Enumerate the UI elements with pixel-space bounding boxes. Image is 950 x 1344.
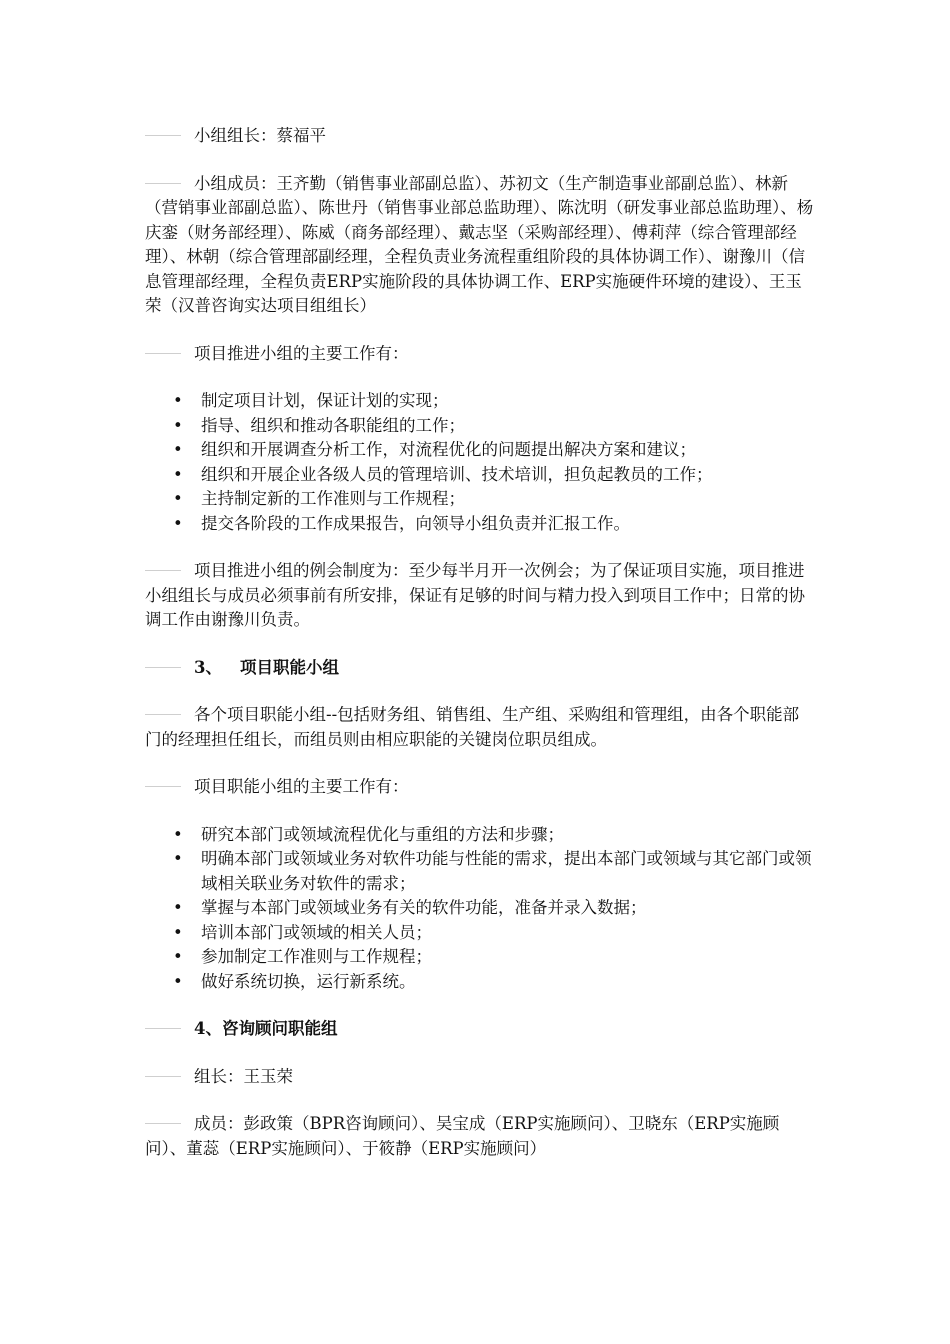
section-title: 项目职能小组 xyxy=(239,657,339,677)
list-item: • 提交各阶段的工作成果报告，向领导小组负责并汇报工作。 xyxy=(145,512,815,537)
consult-members-text: 成员：彭政策（BPR咨询顾问）、吴宝成（ERP实施顾问）、卫晓东（ERP实施顾问）、董蕊（ERP实施顾问）、于筱静（ERP实施顾问） xyxy=(145,1114,780,1158)
functional-paragraph xyxy=(145,703,815,752)
leader-text: 小组组长：蔡福平 xyxy=(194,126,326,145)
list-item: • 制定项目计划，保证计划的实现； xyxy=(145,389,815,414)
list-item: • 掌握与本部门或领域业务有关的软件功能，准备并录入数据； xyxy=(145,896,815,921)
meeting-paragraph xyxy=(145,559,815,633)
leader-paragraph xyxy=(145,124,815,149)
members-text: 小组成员：王齐勤（销售事业部副总监）、苏初文（生产制造事业部副总监）、林新（营销事业部副总监）、陈世丹（销售事业部总监助理）、陈沈明（研发事业部总监助理）、杨庆銮（财务部经理）、陈威（商务部经理）、戴志坚（采购部经理）、傅莉萍（综合管理部经理）、林朝（综合管理部副经理，全程负责业务流程重组阶段的具体协调工作）、谢豫川（信息管理部经理，全程负责ERP实施阶段的具体协调工作、ERP实施硬件环境的建设）、王玉荣（汉普咨询实达项目组组长） xyxy=(145,173,814,315)
meeting-text: 项目推进小组的例会制度为：至少每半月开一次例会；为了保证项目实施，项目推进小组组长与成员必须事前有所安排，保证有足够的时间与精力投入到项目工作中；日常的协调工作由谢豫川负责。 xyxy=(145,561,805,629)
list-item: • 参加制定工作准则与工作规程； xyxy=(145,945,815,970)
promotion-work-list xyxy=(145,389,815,536)
functional-work-intro xyxy=(145,775,815,800)
functional-work-intro-text: 项目职能小组的主要工作有： xyxy=(194,777,409,796)
leader-line xyxy=(145,714,181,715)
section-title: 4、咨询顾问职能组 xyxy=(194,1019,338,1038)
members-paragraph xyxy=(145,172,815,319)
leader-line xyxy=(145,183,181,184)
main-work-intro xyxy=(145,342,815,367)
functional-text: 各个项目职能小组--包括财务组、销售组、生产组、采购组和管理组，由各个职能部门的经理担任组长，而组员则由相应职能的关键岗位职员组成。 xyxy=(145,705,800,749)
consult-leader-paragraph xyxy=(145,1065,815,1090)
leader-line xyxy=(145,1028,181,1029)
leader-line xyxy=(145,1123,181,1124)
main-work-intro-text: 项目推进小组的主要工作有： xyxy=(194,343,409,363)
functional-work-list xyxy=(145,823,815,995)
leader-line xyxy=(145,353,181,354)
list-item: • 组织和开展企业各级人员的管理培训、技术培训，担负起教员的工作； xyxy=(145,463,815,488)
consult-leader-text: 组长：王玉荣 xyxy=(194,1066,293,1086)
list-item: • 做好系统切换，运行新系统。 xyxy=(145,970,815,995)
list-item: • 明确本部门或领域业务对软件功能与性能的需求，提出本部门或领域与其它部门或领域相关联业务对软件的需求； xyxy=(145,847,815,896)
consult-members-paragraph xyxy=(145,1112,815,1161)
list-item: • 组织和开展调查分析工作，对流程优化的问题提出解决方案和建议； xyxy=(145,438,815,463)
document-page xyxy=(145,124,815,1184)
section-heading-3 xyxy=(145,656,815,681)
leader-line xyxy=(145,667,181,668)
leader-line xyxy=(145,135,181,136)
section-number: 3、 xyxy=(194,657,222,677)
leader-line xyxy=(145,1076,181,1077)
section-heading-4 xyxy=(145,1017,815,1042)
list-item: • 培训本部门或领域的相关人员； xyxy=(145,921,815,946)
leader-line xyxy=(145,570,181,571)
leader-line xyxy=(145,786,181,787)
list-item: • 主持制定新的工作准则与工作规程； xyxy=(145,487,815,512)
list-item: • 研究本部门或领域流程优化与重组的方法和步骤； xyxy=(145,823,815,848)
list-item: • 指导、组织和推动各职能组的工作； xyxy=(145,414,815,439)
